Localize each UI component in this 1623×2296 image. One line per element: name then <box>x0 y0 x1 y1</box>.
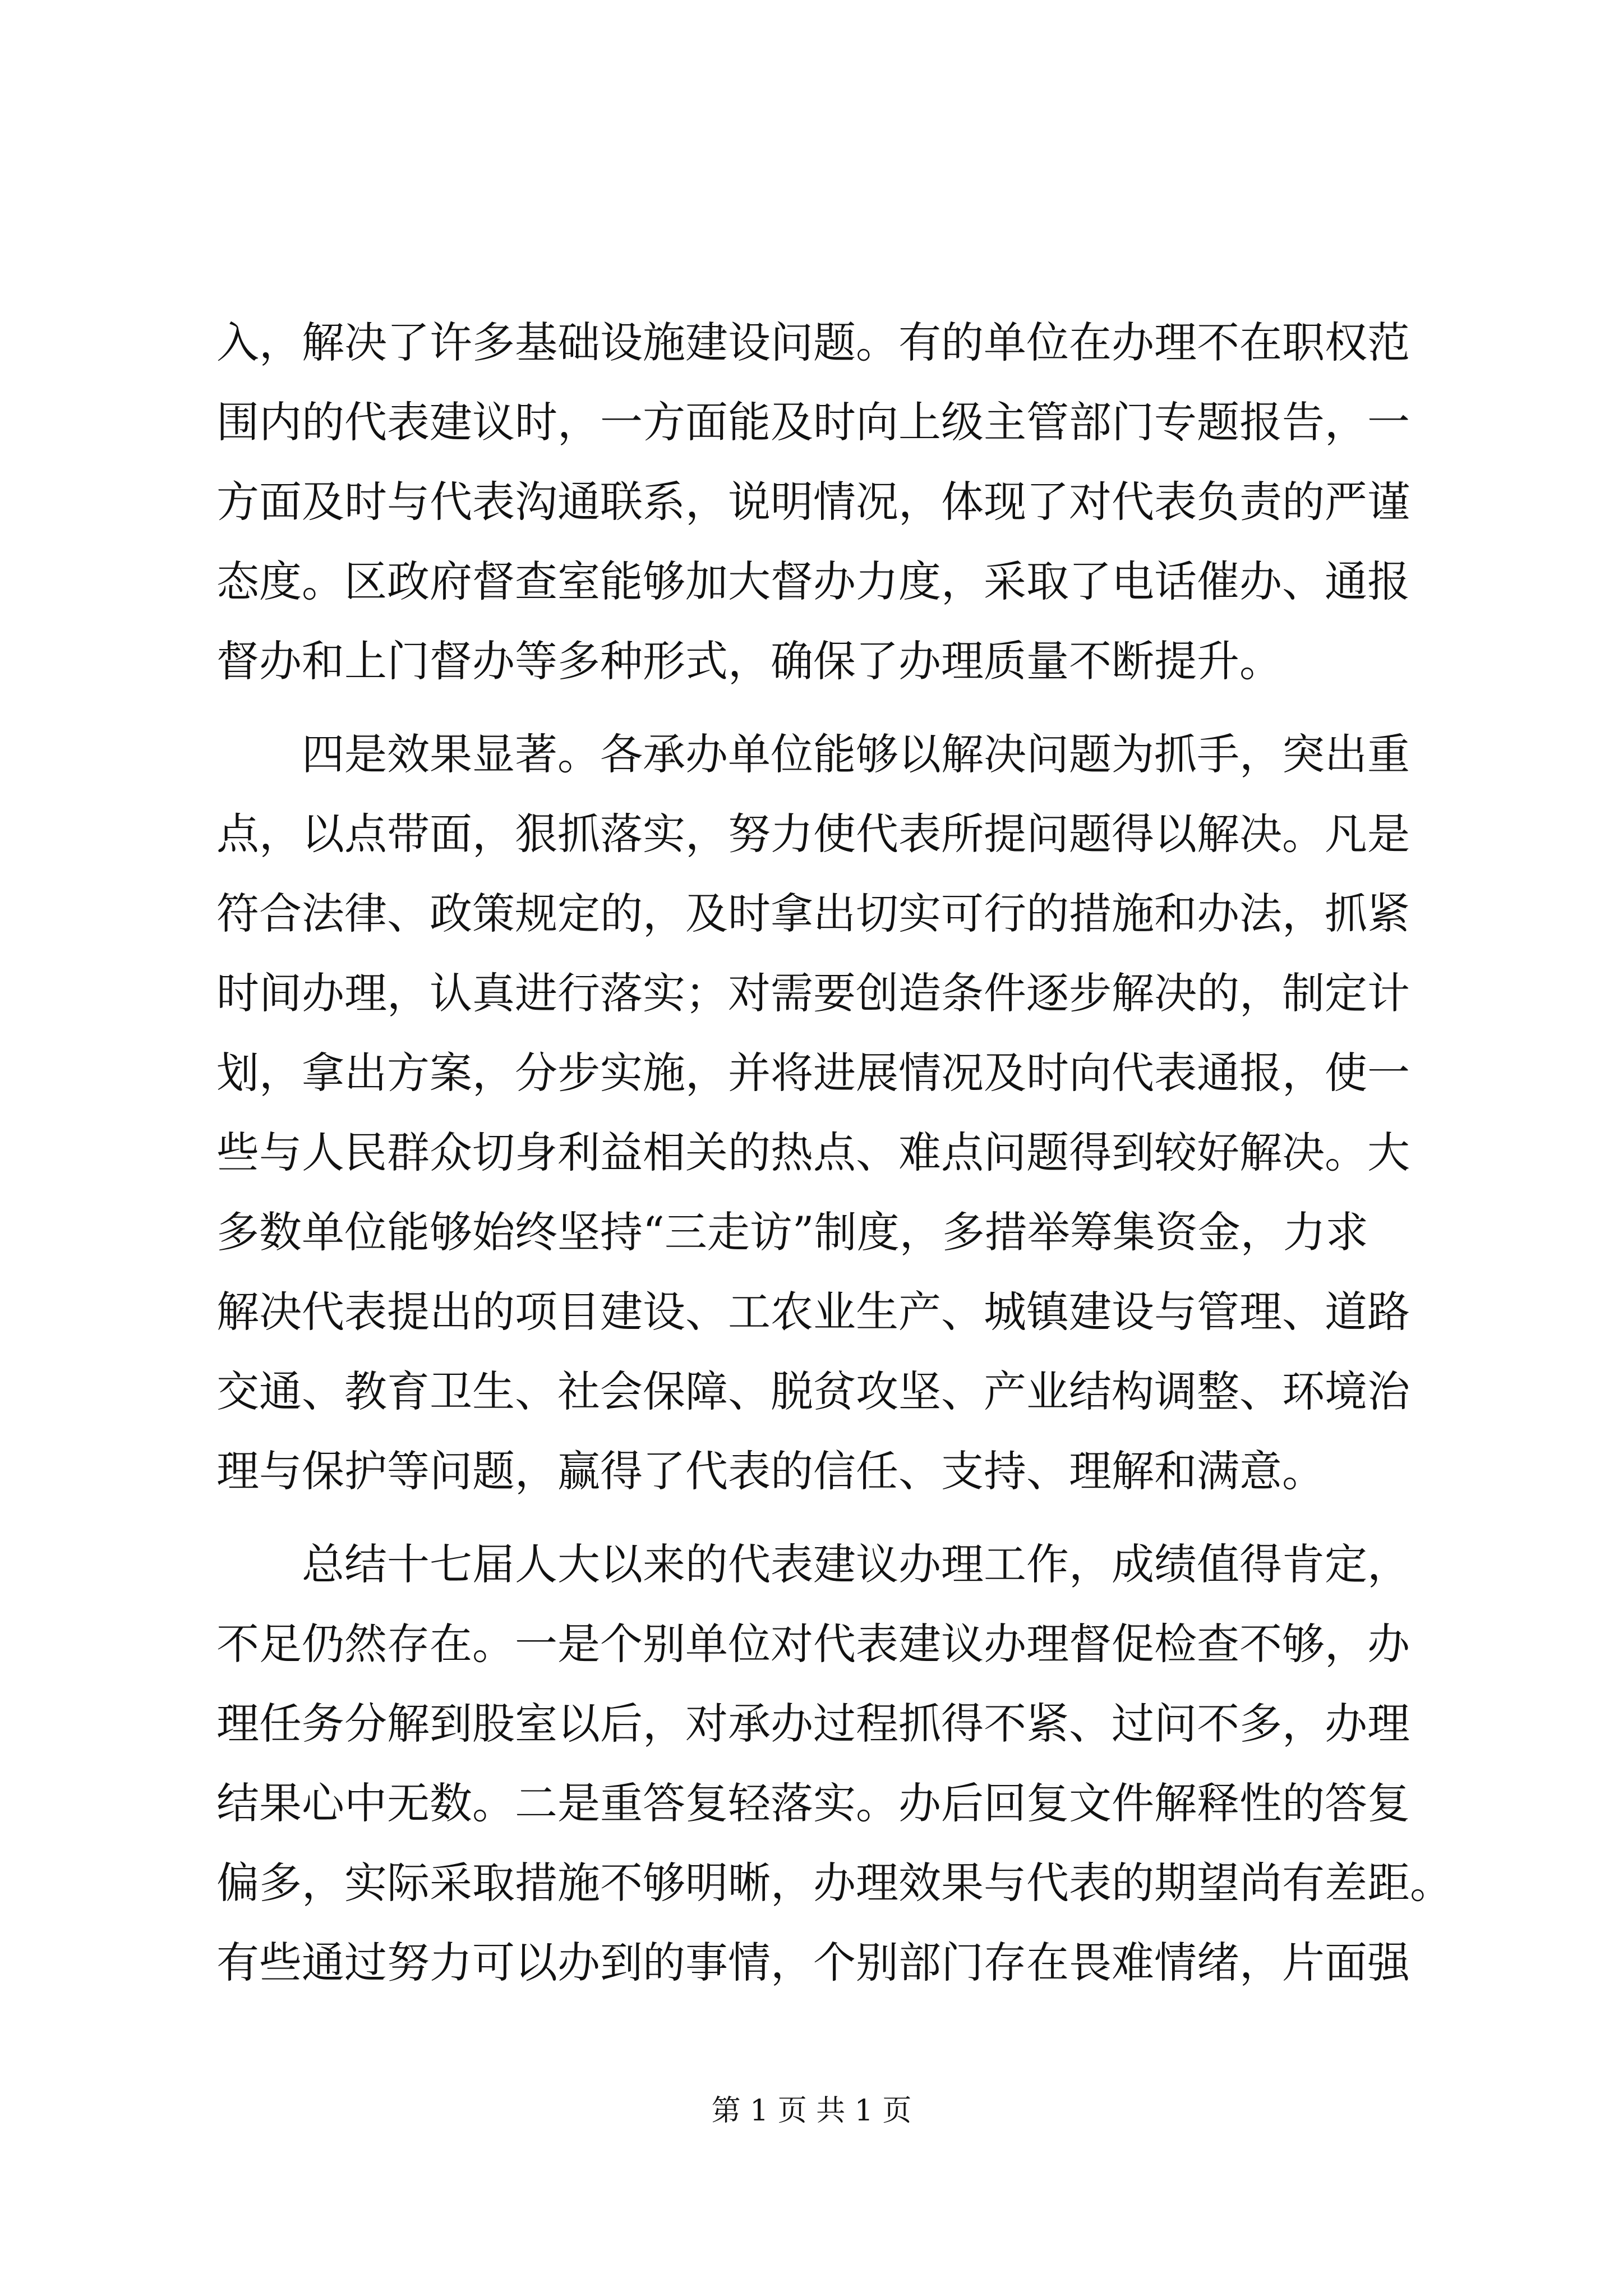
text-line: 符合法律、政策规定的，及时拿出切实可行的措施和办法，抓紧 <box>216 889 1410 938</box>
text-line: 督办和上门督办等多种形式，确保了办理质量不断提升。 <box>216 636 1282 686</box>
text-line: 态度。区政府督查室能够加大督办力度，采取了电话催办、通报 <box>216 556 1410 606</box>
page-number-footer: 第 1 页 共 1 页 <box>711 2094 912 2128</box>
text-line: 四是效果显著。各承办单位能够以解决问题为抓手，突出重 <box>216 729 1410 779</box>
text-line: 划，拿出方案，分步实施，并将进展情况及时向代表通报，使一 <box>216 1048 1410 1098</box>
text-line: 多数单位能够始终坚持“三走访”制度，多措举筹集资金，力求 <box>216 1207 1368 1257</box>
text-line: 有些通过努力可以办到的事情，个别部门存在畏难情绪，片面强 <box>216 1938 1410 1987</box>
text-line: 理与保护等问题，赢得了代表的信任、支持、理解和满意。 <box>216 1446 1325 1496</box>
paragraph-summary <box>216 1525 1453 2003</box>
paragraph-effect <box>216 715 1411 1511</box>
text-line: 解决代表提出的项目建设、工农业生产、城镇建设与管理、道路 <box>216 1287 1410 1337</box>
text-line: 点，以点带面，狠抓落实，努力使代表所提问题得以解决。凡是 <box>216 809 1410 859</box>
text-line: 时间办理，认真进行落实；对需要创造条件逐步解决的，制定计 <box>216 968 1410 1018</box>
text-line: 总结十七届人大以来的代表建议办理工作，成绩值得肯定， <box>216 1539 1410 1589</box>
paragraph-continuation <box>216 303 1411 701</box>
text-line: 理任务分解到股室以后，对承办过程抓得不紧、过问不多，办理 <box>216 1699 1410 1749</box>
text-line: 交通、教育卫生、社会保障、脱贫攻坚、产业结构调整、环境治 <box>216 1366 1410 1416</box>
text-line: 方面及时与代表沟通联系，说明情况，体现了对代表负责的严谨 <box>216 477 1410 527</box>
text-line: 些与人民群众切身利益相关的热点、难点问题得到较好解决。大 <box>216 1128 1410 1177</box>
text-line: 入，解决了许多基础设施建设问题。有的单位在办理不在职权范 <box>216 318 1410 367</box>
document-body <box>216 303 1453 2003</box>
text-line: 结果心中无数。二是重答复轻落实。办后回复文件解释性的答复 <box>216 1778 1410 1828</box>
text-line: 围内的代表建议时，一方面能及时向上级主管部门专题报告，一 <box>216 397 1410 447</box>
text-line: 不足仍然存在。一是个别单位对代表建议办理督促检查不够，办 <box>216 1619 1410 1669</box>
text-line: 偏多，实际采取措施不够明晰，办理效果与代表的期望尚有差距。 <box>216 1858 1453 1908</box>
